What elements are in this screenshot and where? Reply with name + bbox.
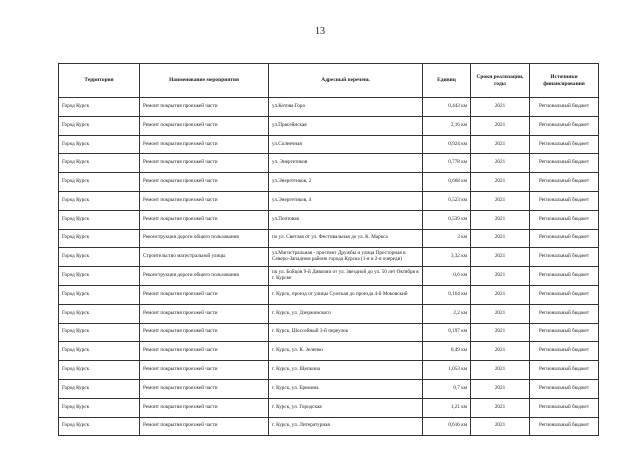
cell-year: 2021 — [471, 398, 530, 417]
events-table — [58, 63, 599, 436]
cell-event: Ремонт покрытия проезжей части — [140, 98, 269, 117]
cell-source: Региональный бюджет — [530, 361, 599, 380]
cell-source: Региональный бюджет — [530, 285, 599, 304]
cell-unit: 0,164 км — [423, 285, 471, 304]
table-row — [59, 210, 599, 229]
cell-territory: Город Курск — [59, 304, 140, 323]
table-row — [59, 398, 599, 417]
cell-unit: 0,6 км — [423, 267, 471, 286]
cell-event: Ремонт покрытия проезжей части — [140, 323, 269, 342]
header-source: Источники финансирования — [530, 64, 599, 98]
cell-territory: Город Курск — [59, 154, 140, 173]
cell-address: г. Курск, ул. К. Зеленко — [269, 342, 423, 361]
cell-territory: Город Курск — [59, 191, 140, 210]
cell-address: ул.Котова Гора — [269, 98, 423, 117]
cell-year: 2021 — [471, 267, 530, 286]
header-territory: Территория — [59, 64, 140, 98]
cell-source: Региональный бюджет — [530, 379, 599, 398]
cell-year: 2021 — [471, 116, 530, 135]
cell-source: Региональный бюджет — [530, 135, 599, 154]
cell-unit: 0,49 км — [423, 342, 471, 361]
cell-source: Региональный бюджет — [530, 210, 599, 229]
cell-unit: 0,924 км — [423, 135, 471, 154]
cell-territory: Город Курск — [59, 323, 140, 342]
cell-event: Ремонт покрытия проезжей части — [140, 361, 269, 380]
cell-event: Реконструкция дороги общего пользования — [140, 267, 269, 286]
cell-year: 2021 — [471, 379, 530, 398]
cell-address: г. Курск, ул. Еремина — [269, 379, 423, 398]
cell-year: 2021 — [471, 154, 530, 173]
cell-source: Региональный бюджет — [530, 342, 599, 361]
table-header-row — [59, 64, 599, 98]
cell-address: ул.Магистральная - проспект Дружбы и улица Просторная в Северо-Западном районе города Курска (1-я и 2-я очереди) — [269, 248, 423, 267]
cell-unit: 2,2 км — [423, 304, 471, 323]
cell-year: 2021 — [471, 417, 530, 436]
cell-address: г. Курск, ул. Городская — [269, 398, 423, 417]
cell-year: 2021 — [471, 229, 530, 248]
table-row — [59, 135, 599, 154]
cell-territory: Город Курск — [59, 229, 140, 248]
cell-source: Региональный бюджет — [530, 98, 599, 117]
cell-source: Региональный бюджет — [530, 229, 599, 248]
cell-year: 2021 — [471, 342, 530, 361]
cell-territory: Город Курск — [59, 210, 140, 229]
table-row — [59, 323, 599, 342]
cell-address: ул.Почтовая — [269, 210, 423, 229]
cell-address: г. Курск, проезд от улицы Сумская до проезда 4-й Моковский — [269, 285, 423, 304]
cell-address: по ул. Бойцов 9-й Дивизии от ул. Звездной до ул. 50 лет Октября в г. Курске — [269, 267, 423, 286]
cell-unit: 3,32 км — [423, 248, 471, 267]
cell-territory: Город Курск — [59, 248, 140, 267]
table-row — [59, 304, 599, 323]
table-row — [59, 116, 599, 135]
cell-event: Ремонт покрытия проезжей части — [140, 285, 269, 304]
cell-unit: 0,778 км — [423, 154, 471, 173]
cell-event: Строительство магистральной улицы — [140, 248, 269, 267]
cell-event: Ремонт покрытия проезжей части — [140, 135, 269, 154]
table-row — [59, 361, 599, 380]
header-unit: Единиц — [423, 64, 471, 98]
cell-event: Ремонт покрытия проезжей части — [140, 304, 269, 323]
cell-source: Региональный бюджет — [530, 173, 599, 192]
cell-event: Ремонт покрытия проезжей части — [140, 398, 269, 417]
table-row — [59, 173, 599, 192]
cell-year: 2021 — [471, 173, 530, 192]
cell-territory: Город Курск — [59, 361, 140, 380]
table-row — [59, 229, 599, 248]
table-row — [59, 342, 599, 361]
cell-unit: 0,539 км — [423, 210, 471, 229]
cell-event: Ремонт покрытия проезжей части — [140, 379, 269, 398]
cell-unit: 0,197 км — [423, 323, 471, 342]
header-address: Адресный перечень — [269, 64, 423, 98]
cell-unit: 2,16 км — [423, 116, 471, 135]
cell-address: ул.Энергетиков, 2 — [269, 173, 423, 192]
cell-source: Региональный бюджет — [530, 116, 599, 135]
cell-source: Региональный бюджет — [530, 248, 599, 267]
cell-unit: 0,7 км — [423, 379, 471, 398]
cell-territory: Город Курск — [59, 398, 140, 417]
cell-territory: Город Курск — [59, 173, 140, 192]
cell-source: Региональный бюджет — [530, 154, 599, 173]
cell-year: 2021 — [471, 285, 530, 304]
cell-year: 2021 — [471, 304, 530, 323]
cell-event: Ремонт покрытия проезжей части — [140, 191, 269, 210]
cell-event: Ремонт покрытия проезжей части — [140, 173, 269, 192]
cell-address: г. Курск, Шоссейный 3-й переулок — [269, 323, 423, 342]
cell-unit: 3 км — [423, 229, 471, 248]
header-event: Наименование мероприятия — [140, 64, 269, 98]
cell-year: 2021 — [471, 98, 530, 117]
cell-address: ул.Солнечная — [269, 135, 423, 154]
cell-source: Региональный бюджет — [530, 191, 599, 210]
cell-year: 2021 — [471, 135, 530, 154]
cell-year: 2021 — [471, 191, 530, 210]
table-row — [59, 267, 599, 286]
cell-unit: 1,21 км — [423, 398, 471, 417]
cell-year: 2021 — [471, 248, 530, 267]
cell-source: Региональный бюджет — [530, 417, 599, 436]
cell-unit: 0,443 км — [423, 98, 471, 117]
cell-source: Региональный бюджет — [530, 304, 599, 323]
table-row — [59, 154, 599, 173]
cell-territory: Город Курск — [59, 116, 140, 135]
table-body — [59, 98, 599, 436]
cell-address: по ул. Светлая от ул. Фестивальная до ул. К. Маркса — [269, 229, 423, 248]
cell-event: Ремонт покрытия проезжей части — [140, 116, 269, 135]
cell-source: Региональный бюджет — [530, 398, 599, 417]
table-row — [59, 285, 599, 304]
table-row — [59, 379, 599, 398]
cell-territory: Город Курск — [59, 379, 140, 398]
cell-address: г. Курск, ул. Щепкина — [269, 361, 423, 380]
cell-territory: Город Курск — [59, 342, 140, 361]
cell-address: ул. Энергетиков — [269, 154, 423, 173]
table-row — [59, 98, 599, 117]
cell-unit: 1,053 км — [423, 361, 471, 380]
page-number: 13 — [315, 26, 325, 37]
cell-source: Региональный бюджет — [530, 267, 599, 286]
cell-address: г. Курск, ул. Литературная — [269, 417, 423, 436]
header-deadline: Сроки реализации, годы — [471, 64, 530, 98]
cell-territory: Город Курск — [59, 267, 140, 286]
cell-unit: 0,523 км — [423, 191, 471, 210]
cell-event: Ремонт покрытия проезжей части — [140, 210, 269, 229]
cell-source: Региональный бюджет — [530, 323, 599, 342]
cell-territory: Город Курск — [59, 135, 140, 154]
cell-year: 2021 — [471, 361, 530, 380]
cell-unit: 0,668 км — [423, 173, 471, 192]
table-row — [59, 191, 599, 210]
cell-unit: 0,616 км — [423, 417, 471, 436]
cell-event: Ремонт покрытия проезжей части — [140, 342, 269, 361]
cell-event: Реконструкция дороги общего пользования — [140, 229, 269, 248]
cell-address: г. Курск, ул. Дзержинского — [269, 304, 423, 323]
cell-territory: Город Курск — [59, 98, 140, 117]
table-row — [59, 248, 599, 267]
cell-year: 2021 — [471, 323, 530, 342]
cell-address: ул.Энергетиков, 4 — [269, 191, 423, 210]
cell-year: 2021 — [471, 210, 530, 229]
cell-territory: Город Курск — [59, 285, 140, 304]
cell-event: Ремонт покрытия проезжей части — [140, 154, 269, 173]
cell-territory: Город Курск — [59, 417, 140, 436]
cell-event: Ремонт покрытия проезжей части — [140, 417, 269, 436]
cell-address: ул.Прясейнская — [269, 116, 423, 135]
table-row — [59, 417, 599, 436]
